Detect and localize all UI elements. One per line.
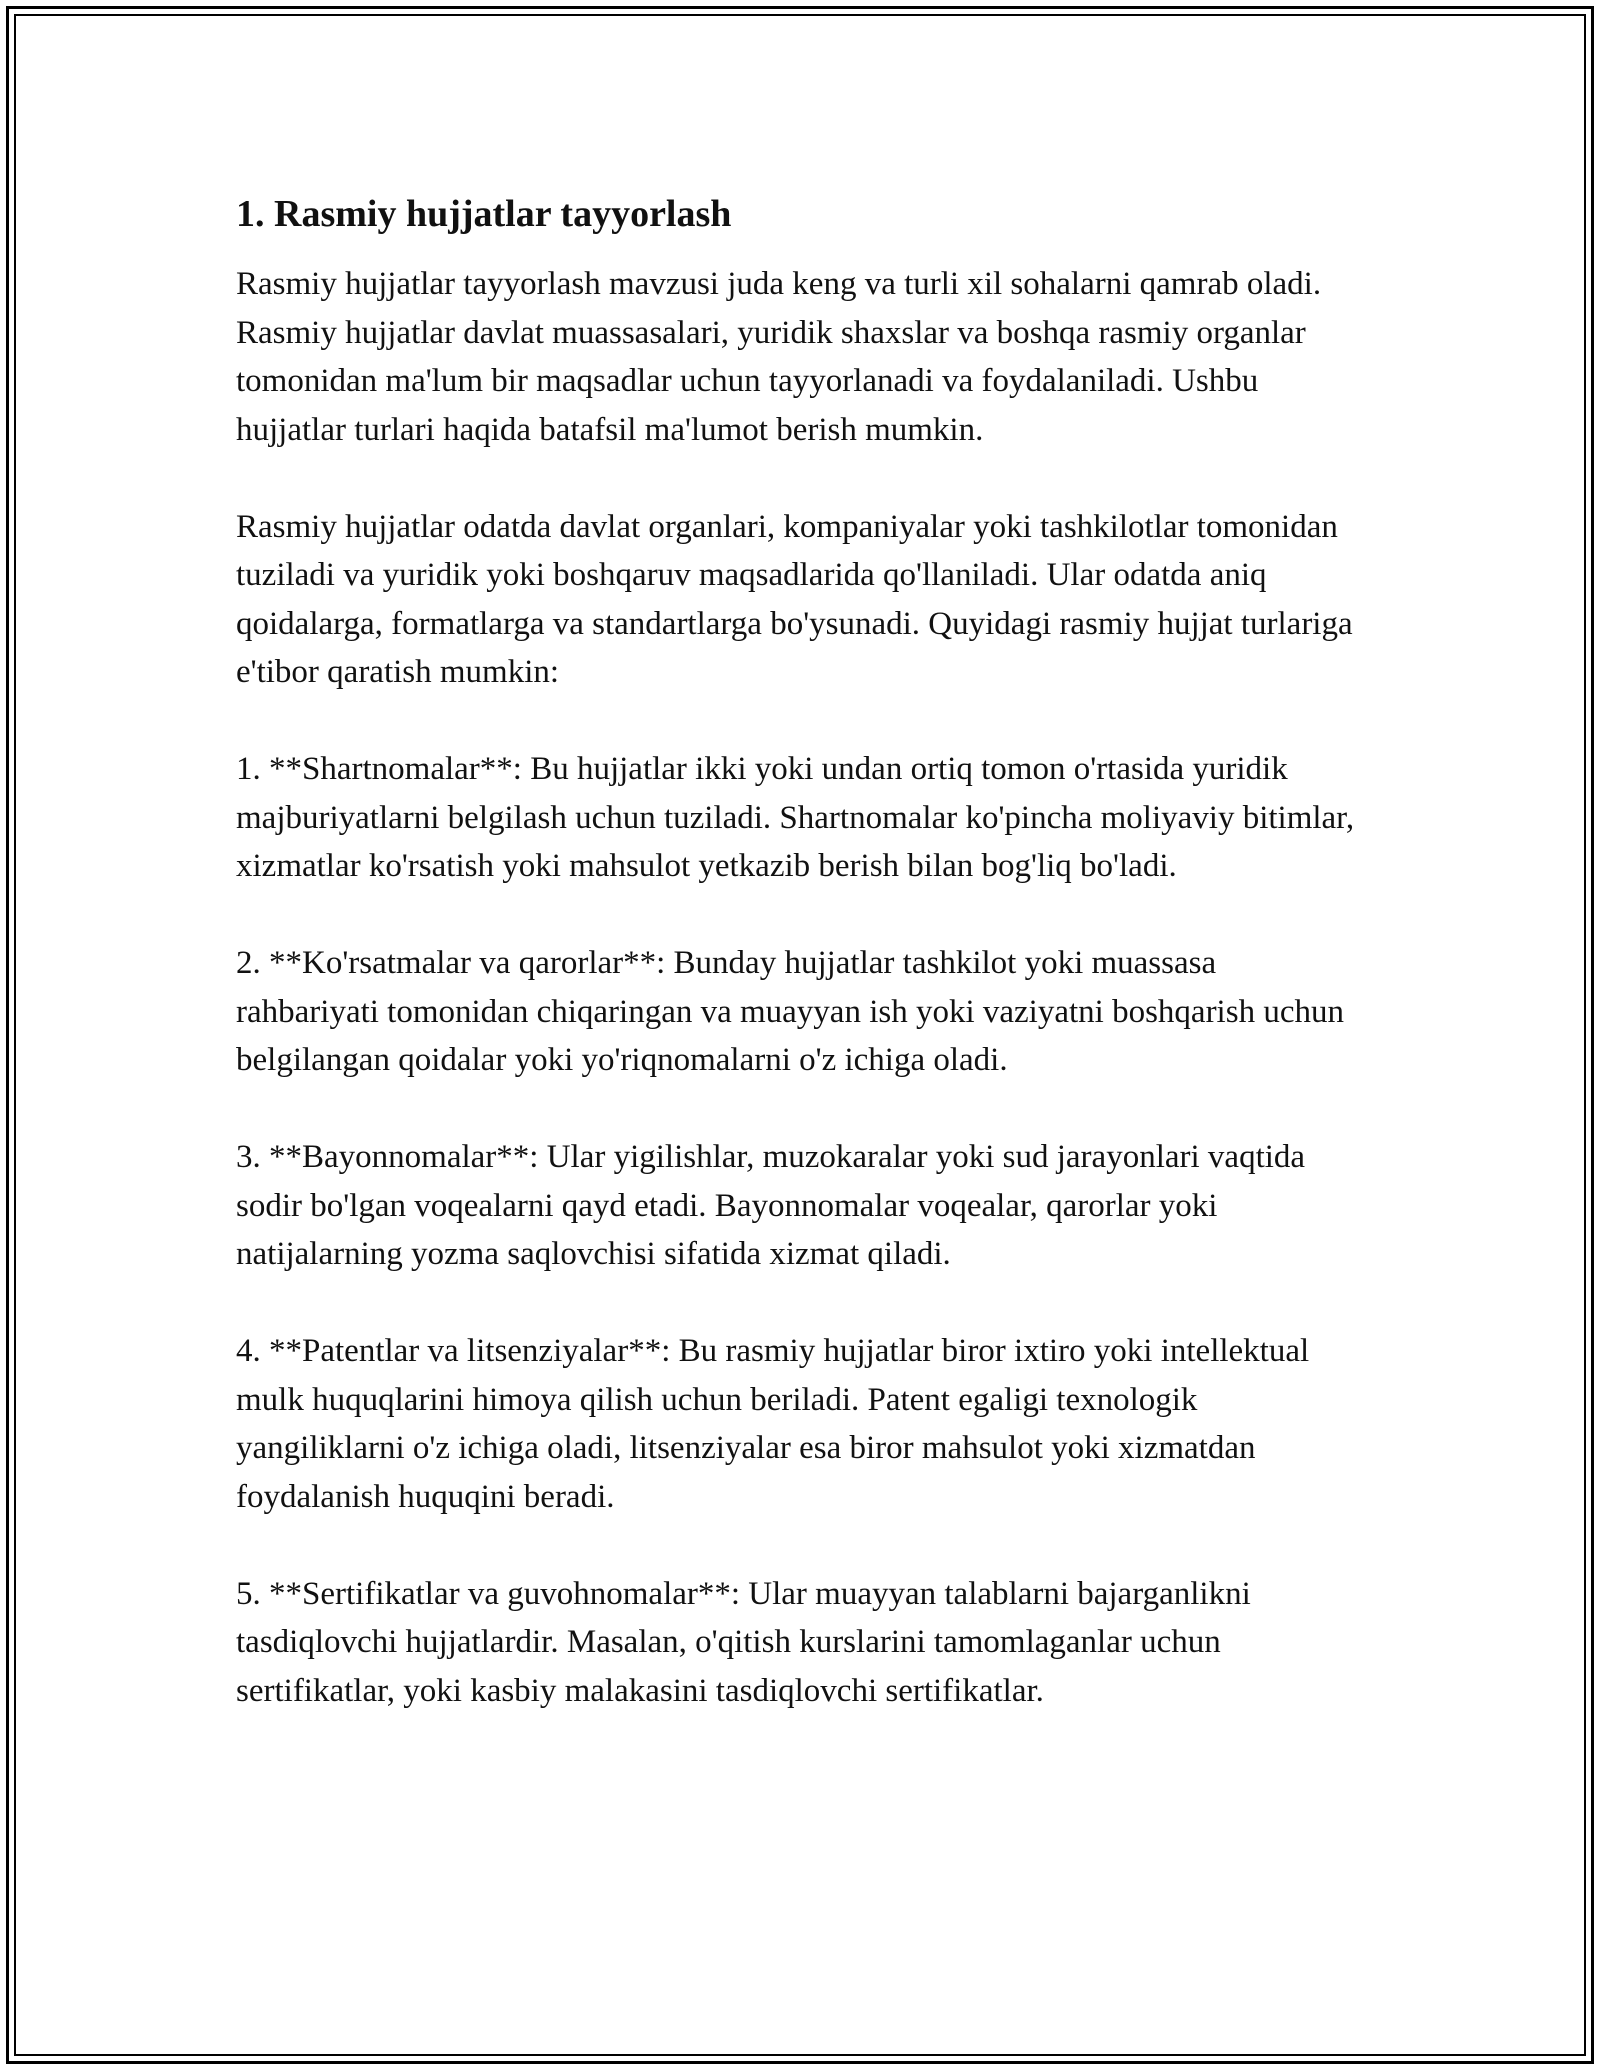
intro-paragraph: Rasmiy hujjatlar tayyorlash mavzusi juda keng va turli xil sohalarni qamrab oladi. Rasmiy hujjatlar davlat muassasalari, yuridik shaxslar va boshqa rasmiy organlar tomonidan ma'lum bir maqsadlar uchun tayyorlanadi va foydalaniladi. Ushbu hujjatlar turlari haqida batafsil ma'lumot berish mumkin. xyxy=(236,266,1322,448)
document-title: 1. Rasmiy hujjatlar tayyorlash xyxy=(236,193,732,235)
list-item-korsatmalar: 2. **Ko'rsatmalar va qarorlar**: Bunday hujjatlar tashkilot yoki muassasa rahbariyati tomonidan chiqaringan va muayyan ish yoki vaziyatni boshqarish uchun belgilangan qoidalar yoki yo'riqnomalarni o'z ichiga oladi. xyxy=(236,945,1344,1078)
document-body xyxy=(236,190,1366,1764)
list-item-sertifikatlar: 5. **Sertifikatlar va guvohnomalar**: Ular muayyan talablarni bajarganlikni tasdiqlovchi hujjatlardir. Masalan, o'qitish kurslarini tamomlaganlar uchun sertifikatlar, yoki kasbiy malakasini tasdiqlovchi sertifikatlar. xyxy=(236,1575,1251,1709)
overview-paragraph: Rasmiy hujjatlar odatda davlat organlari, kompaniyalar yoki tashkilotlar tomonidan tuziladi va yuridik yoki boshqaruv maqsadlarida qo'llaniladi. Ular odatda aniq qoidalarga, formatlarga va standartlarga bo'ysunadi. Quyidagi rasmiy hujjat turlariga e'tibor qaratish mumkin: xyxy=(236,508,1353,690)
list-item-shartnomalar: 1. **Shartnomalar**: Bu hujjatlar ikki yoki undan ortiq tomon o'rtasida yuridik majburiyatlarni belgilash uchun tuziladi. Shartnomalar ko'pincha moliyaviy bitimlar, xizmatlar ko'rsatish yoki mahsulot yetkazib berish bilan bog'liq bo'ladi. xyxy=(236,751,1355,884)
list-item-bayonnomalar: 3. **Bayonnomalar**: Ular yigilishlar, muzokaralar yoki sud jarayonlari vaqtida sodir bo'lgan voqealarni qayd etadi. Bayonnomalar voqealar, qarorlar yoki natijalarning yozma saqlovchisi sifatida xizmat qiladi. xyxy=(236,1139,1306,1272)
list-item-patentlar: 4. **Patentlar va litsenziyalar**: Bu rasmiy hujjatlar biror ixtiro yoki intellektual mulk huquqlarini himoya qilish uchun beriladi. Patent egaligi texnologik yangiliklarni o'z ichiga oladi, litsenziyalar esa biror mahsulot yoki xizmatdan foydalanish huquqini beradi. xyxy=(236,1333,1310,1515)
